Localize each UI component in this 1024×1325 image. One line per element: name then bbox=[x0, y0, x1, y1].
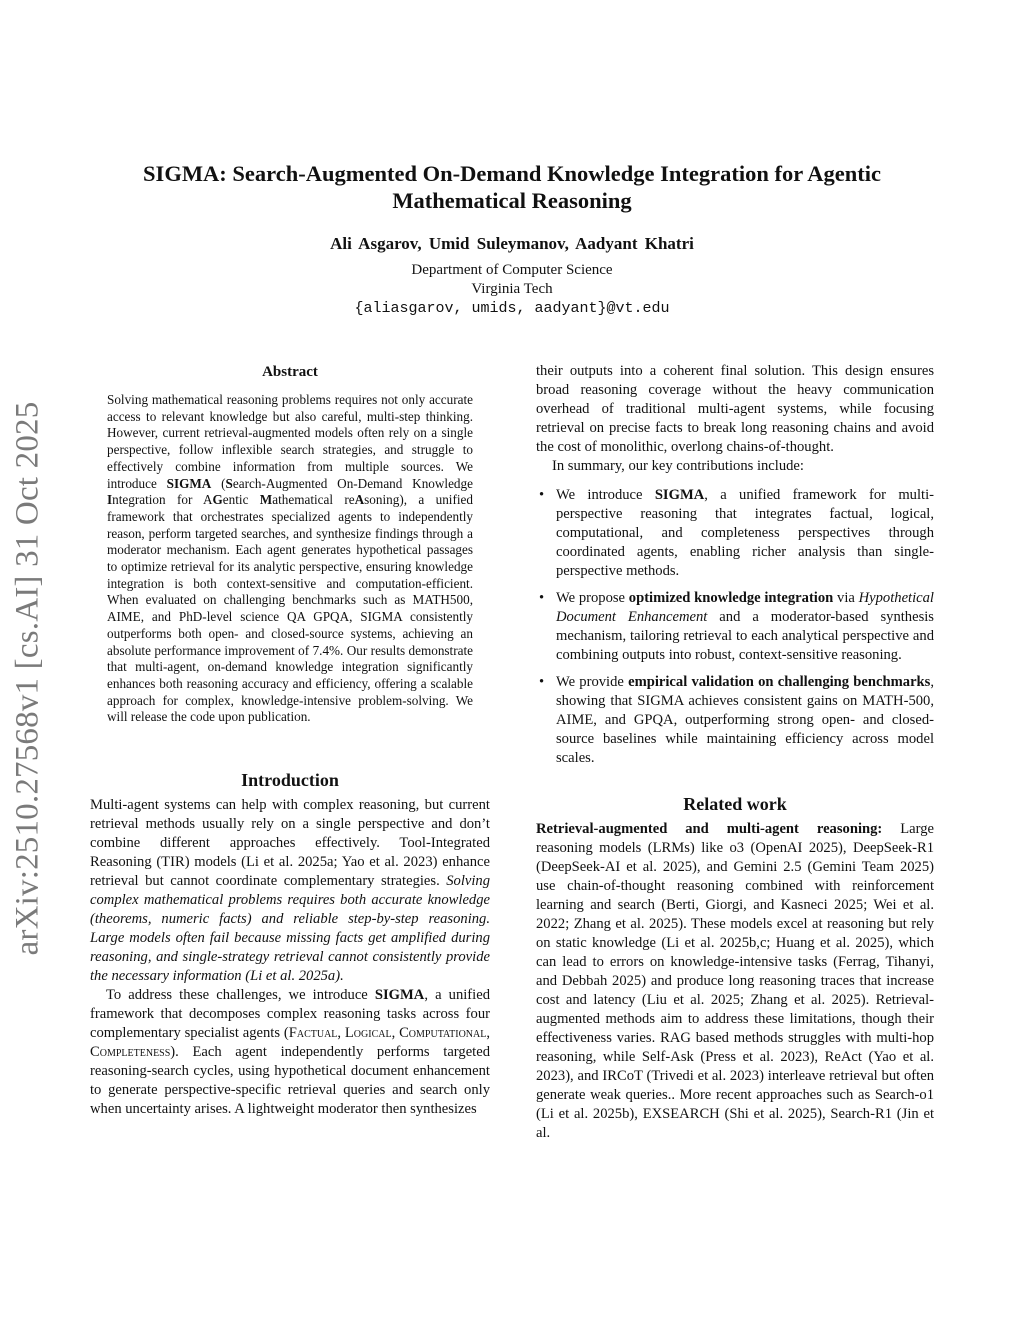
contribution-bold: SIGMA bbox=[654, 487, 705, 503]
introduction-continuation: their outputs into a coherent final solution. This design ensures broad reasoning coverage without the heavy communication overhead of traditional multi-agent systems, while focusing retrieval on precise facts to break long reasoning chains and avoid the cost of monolithic, overlong chains-of-thought. bbox=[536, 363, 934, 455]
abstract-run: ( bbox=[211, 475, 226, 491]
contribution-item bbox=[536, 673, 934, 768]
agent-name-factual: Factual bbox=[288, 1025, 338, 1042]
intro-run: ). Each agent independently performs targeted reasoning-search cycles, using hypothetical document enhancement to generate perspective-specific retrieval queries and search only when uncertainty arises. A lightweight moderator then synthesizes bbox=[90, 1044, 490, 1118]
author-list: Ali Asgarov, Umid Suleymanov, Aadyant Khatri bbox=[330, 234, 694, 253]
abstract-bold-letter: A bbox=[354, 492, 365, 508]
contribution-item bbox=[536, 486, 934, 581]
agent-name-logical: Logical bbox=[344, 1025, 392, 1042]
title-line-1: SIGMA: Search-Augmented On-Demand Knowledge Integration for Agentic bbox=[143, 161, 881, 186]
related-work-heading: Related work bbox=[683, 794, 787, 814]
contribution-run: We provide bbox=[556, 674, 629, 690]
abstract-run: athematical re bbox=[272, 492, 355, 508]
intro-italic-run: Solving complex mathematical problems requires both accurate knowledge (theorems, numeric facts) and reliable step-by-step reasoning. Large models often fail because missing facts get amplified during reasoning, and single-strategy retrieval cannot consistently provide the necessary information (Li et al. 2025a). bbox=[90, 873, 490, 985]
paper-title bbox=[100, 160, 924, 214]
right-column bbox=[536, 362, 934, 1143]
arxiv-identifier-text: arXiv:2510.27568v1 [cs.AI] 31 Oct 2025 bbox=[9, 401, 46, 955]
contribution-run: and a moderator-based synthesis mechanism, tailoring retrieval to each analytical perspective and combining outputs into robust, context-sensitive reasoning. bbox=[556, 609, 934, 663]
university: Virginia Tech bbox=[471, 281, 553, 297]
intro-separator: , bbox=[337, 1025, 345, 1042]
contributions-list bbox=[536, 486, 934, 768]
introduction-paragraph-1 bbox=[90, 796, 490, 986]
contribution-run: , a unified framework for multi-perspective reasoning that integrates factual, logical, computational, and completeness perspectives through coordinated agents, enabling richer analysis than single-perspective methods. bbox=[556, 487, 934, 579]
author-emails: {aliasgarov, umids, aadyant}@vt.edu bbox=[354, 300, 670, 317]
contribution-run: We introduce bbox=[556, 487, 655, 503]
affiliation-block bbox=[100, 261, 924, 318]
left-column bbox=[90, 362, 490, 1119]
title-line-2: Mathematical Reasoning bbox=[392, 188, 632, 213]
intro-bold-sigma: SIGMA bbox=[374, 987, 425, 1004]
intro-separator: , bbox=[391, 1025, 400, 1042]
contributions-intro: In summary, our key contributions include: bbox=[552, 458, 804, 474]
contribution-run: , showing that SIGMA achieves consistent gains on MATH-500, AIME, and GPQA, outperforming strong open- and closed-source baselines while maintaining efficiency across model scales. bbox=[556, 674, 934, 766]
abstract-run: ntegration for A bbox=[112, 492, 213, 508]
abstract-run: entic bbox=[222, 492, 260, 508]
abstract-run: soning), a unified framework that orchestrates specialized agents to independently reason, perform targeted searches, and synthesize findings through a moderator mechanism. Each agent generates hypothetical passages to optimize retrieval for its analytic perspective, ensuring knowledge integration is both context-sensitive and computation-efficient. When evaluated on challenging benchmarks such as MATH500, AIME, and PhD-level science QA GPQA, SIGMA consistently outperforms both open- and closed-source systems, achieving an absolute performance improvement of 7.4%. Our results demonstrate that multi-agent, on-demand knowledge integration significantly enhances both reasoning accuracy and efficiency, offering a scalable approach for complex, knowledge-intensive problem-solving. We will release the code upon publication. bbox=[107, 492, 473, 725]
abstract-bold-letter: M bbox=[259, 492, 273, 508]
abstract-bold-sigma: SIGMA bbox=[166, 475, 212, 491]
abstract-bold-letter: G bbox=[212, 492, 223, 508]
contribution-bold: empirical validation on challenging benchmarks bbox=[628, 674, 931, 690]
contribution-run: via bbox=[833, 590, 859, 606]
contribution-bold: optimized knowledge integration bbox=[628, 590, 834, 606]
bullet-icon: • bbox=[539, 674, 545, 690]
arxiv-identifier-stamp bbox=[4, 378, 52, 978]
abstract-run: Solving mathematical reasoning problems requires not only accurate access to relevant knowledge but also careful, multi-step thinking. However, current retrieval-augmented models often rely on a single perspective, follow inflexible search strategies, and struggle to effectively combine information from multiple sources. We introduce bbox=[107, 392, 473, 491]
introduction-heading: Introduction bbox=[241, 770, 339, 791]
intro-run: , a unified framework that decomposes complex reasoning tasks across four complementary specialist agents ( bbox=[90, 987, 490, 1042]
abstract-run: earch-Augmented On-Demand Knowledge bbox=[232, 475, 473, 491]
related-work-paragraph bbox=[536, 820, 934, 1143]
intro-run: Multi-agent systems can help with complex reasoning, but current retrieval methods usually rely on a single perspective and don’t combine different approaches effectively. Tool-Integrated Reasoning (TIR) models (Li et al. 2025a; Yao et al. 2023) enhance retrieval but cannot coordinate complementary strategies. bbox=[90, 797, 490, 890]
agent-name-completeness: Completeness bbox=[90, 1044, 171, 1061]
intro-run: To address these challenges, we introduce bbox=[106, 987, 375, 1004]
abstract-heading: Abstract bbox=[262, 364, 318, 380]
bullet-icon: • bbox=[539, 487, 545, 503]
contribution-item bbox=[536, 589, 934, 665]
related-work-run-in-heading: Retrieval-augmented and multi-agent reasoning: bbox=[536, 821, 883, 837]
department: Department of Computer Science bbox=[411, 262, 613, 278]
contribution-run: We propose bbox=[556, 590, 629, 606]
abstract-text bbox=[107, 392, 473, 726]
abstract-bold-letter: S bbox=[225, 475, 233, 491]
abstract-bold-letter: I bbox=[107, 492, 113, 508]
introduction-paragraph-2 bbox=[90, 986, 490, 1119]
intro-separator: , bbox=[486, 1025, 490, 1042]
bullet-icon: • bbox=[539, 590, 545, 606]
contribution-italic: Hypothetical Document Enhancement bbox=[556, 590, 934, 625]
related-work-run: Large reasoning models (LRMs) like o3 (OpenAI 2025), DeepSeek-R1 (DeepSeek-AI et al. 2025), and Gemini 2.5 (Gemini Team 2025) use chain-of-thought reasoning combined with reinforcement learning and search (Berti, Giorgi, and Kasneci 2025; Wei et al. 2022; Zhang et al. 2025). These models excel at reasoning but rely on static knowledge (Li et al. 2025b,c; Huang et al. 2025), which can lead to errors on knowledge-intensive tasks (Ferrag, Tihanyi, and Debbah 2025) and produce long reasoning traces that increase cost and latency (Liu et al. 2025; Zhang et al. 2025). Retrieval-augmented methods aim to address these limitations, though their effectiveness varies. RAG based methods struggles with multi-hop reasoning, while Self-Ask (Press et al. 2023), ReAct (Yao et al. 2023), and IRCoT (Trivedi et al. 2023) interleave retrieval but often generate weak queries.. More recent approaches such as Search-o1 (Li et al. 2025b), EXSEARCH (Shi et al. 2025), Search-R1 (Jin et al. bbox=[536, 821, 935, 1141]
agent-name-computational: Computational bbox=[399, 1025, 487, 1042]
